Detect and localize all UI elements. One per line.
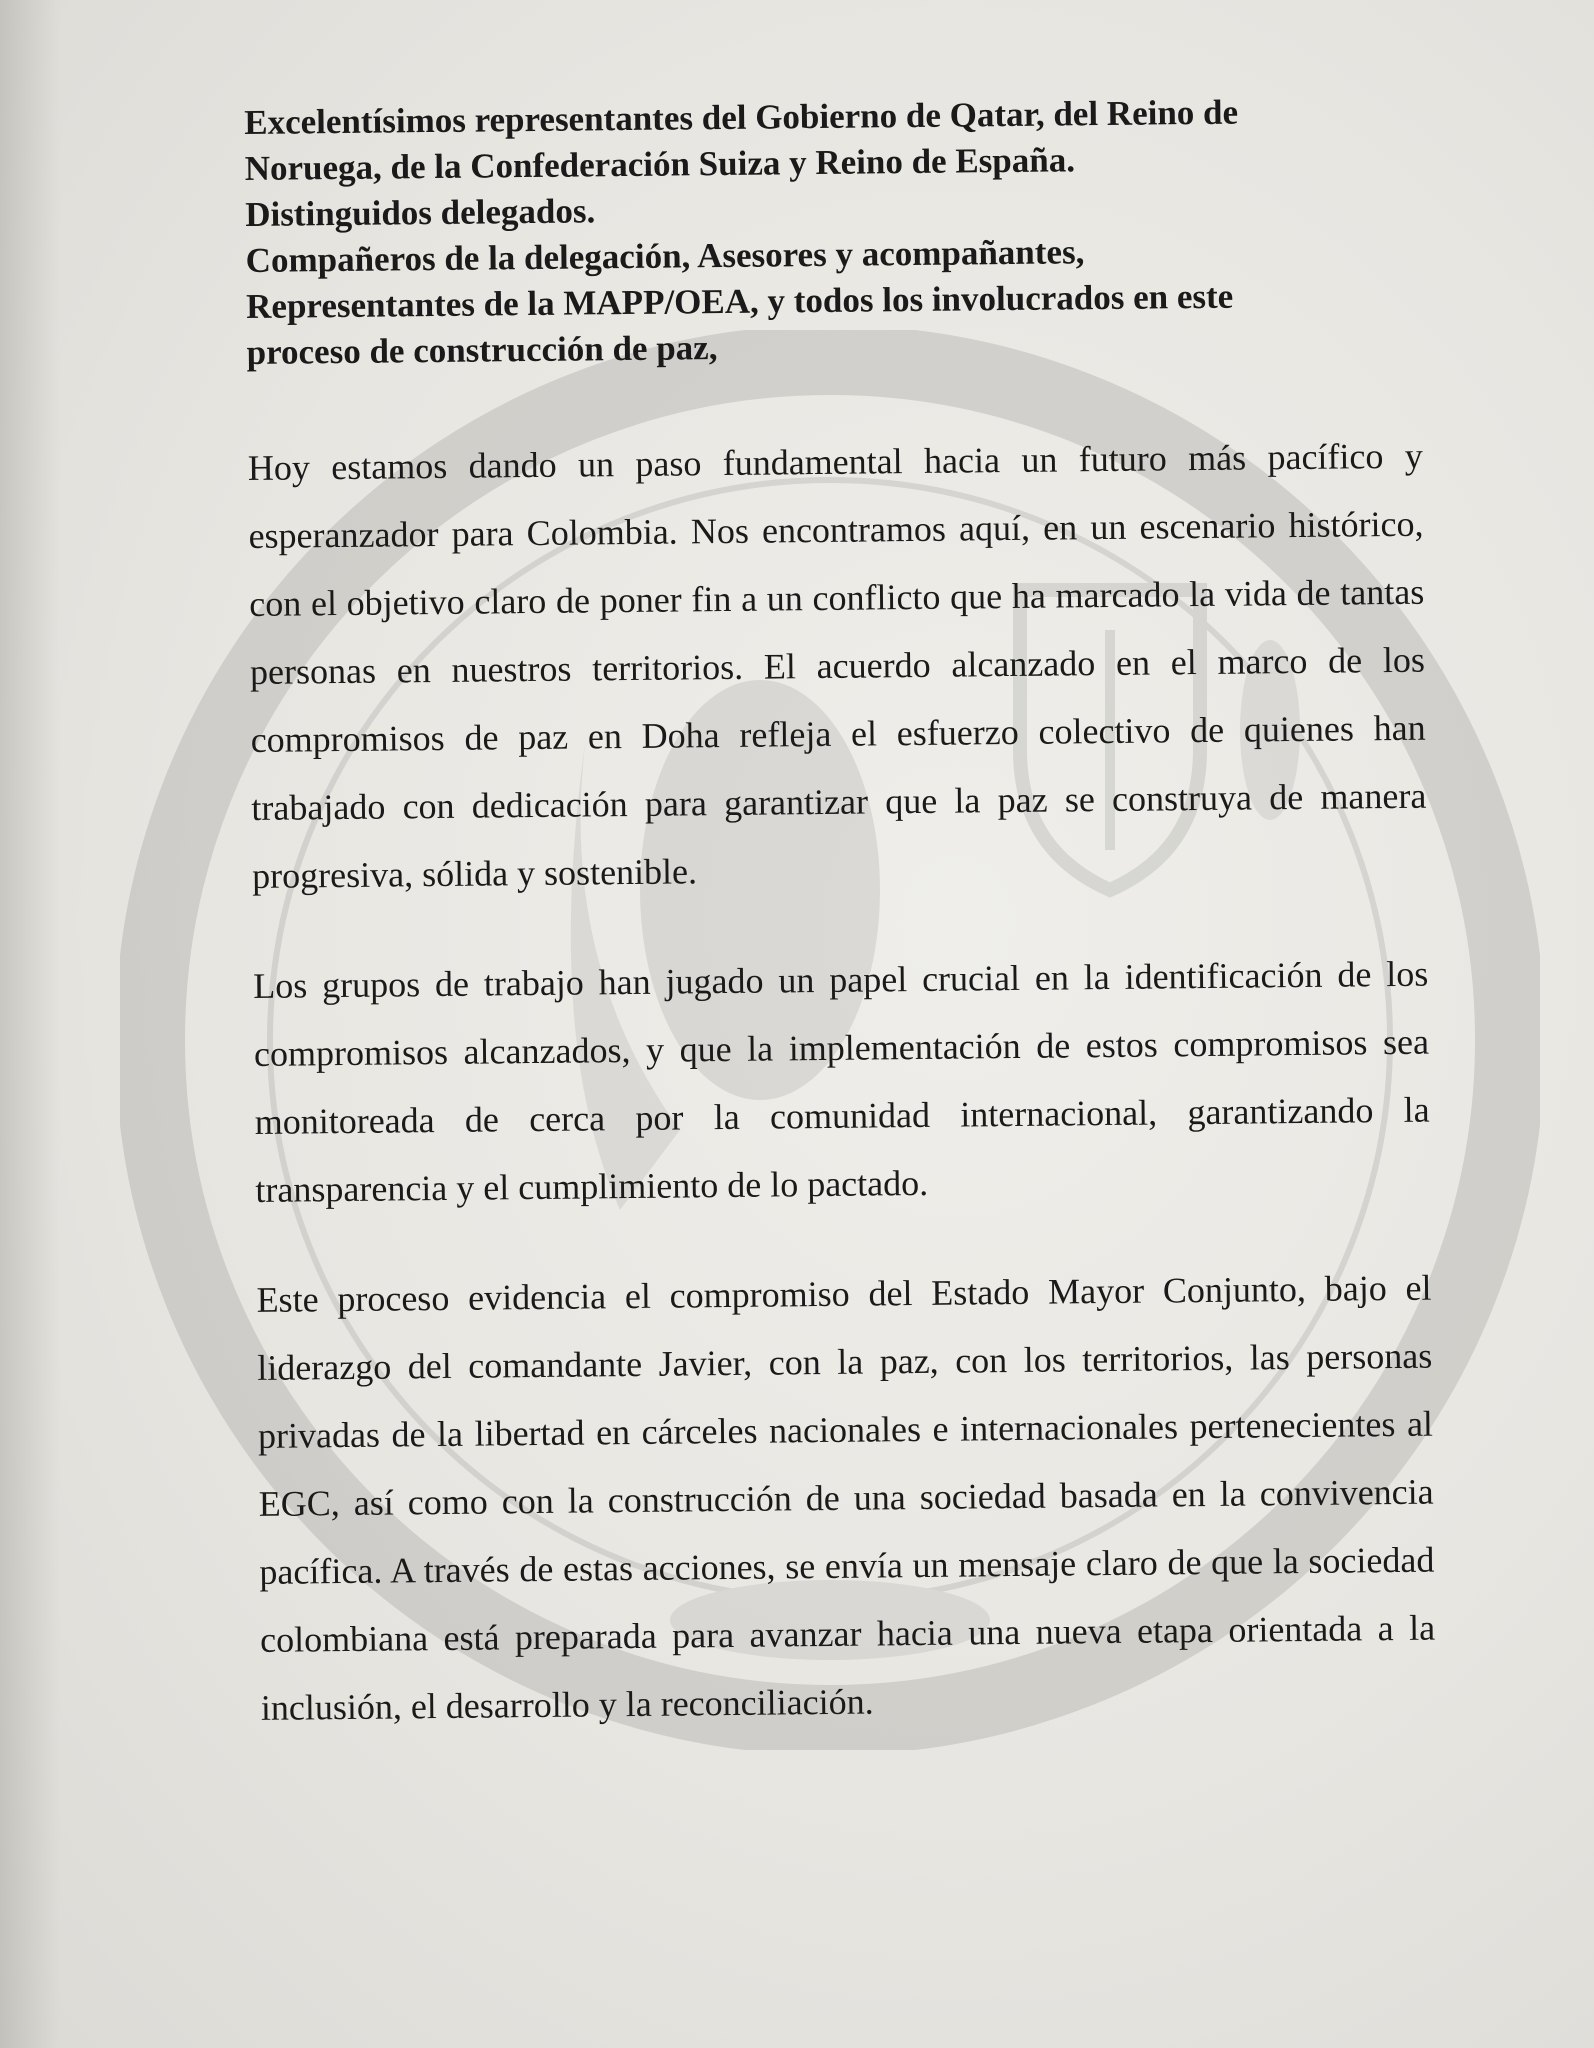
salutation-line: proceso de construcción de paz, [246,328,718,372]
body-paragraph: Hoy estamos dando un paso fundamental hacia un futuro más pacífico y esperanzador para Colombia. Nos encontramos aquí, en un escenario histórico, con el objetivo claro de poner fin a un conflicto que ha marcado la vida de tantas personas en nuestros territorios. El acuerdo alcanzado en el marco de los compromisos de paz en Doha refleja el esfuerzo colectivo de quienes han trabajado con dedicación para garantizar que la paz se construya de manera progresiva, sólida y sostenible. [247,435,1427,896]
salutation-line: Excelentísimos representantes del Gobierno de Qatar, del Reino de [244,92,1239,142]
salutation-block [244,88,1422,376]
salutation-line: Noruega, de la Confederación Suiza y Reino de España. [244,140,1076,188]
body-paragraph: Los grupos de trabajo han jugado un papel crucial en la identificación de los compromisos alcanzados, y que la implementación de estos compromisos sea monitoreada de cerca por la comunidad internacional, garantizando la transparencia y el cumplimiento de lo pactado. [253,953,1430,1210]
salutation-line: Compañeros de la delegación, Asesores y acompañantes, [245,232,1085,280]
body-paragraph: Este proceso evidencia el compromiso del Estado Mayor Conjunto, bajo el liderazgo del comandante Javier, con la paz, con los territorios, las personas privadas de la libertad en cárceles nacionales e internacionales pertenecientes al EGC, así como con la construcción de una sociedad basada en la convivencia pacífica. A través de estas acciones, se envía un mensaje claro de que la sociedad colombiana está preparada para avanzar hacia una nueva etapa orientada a la inclusión, el desarrollo y la reconciliación. [256,1267,1436,1728]
page-shadow [0,0,60,2048]
salutation-line: Distinguidos delegados. [244,191,596,234]
letter-content [244,88,1436,1784]
salutation-line: Representantes de la MAPP/OEA, y todos los involucrados en este [245,276,1234,326]
